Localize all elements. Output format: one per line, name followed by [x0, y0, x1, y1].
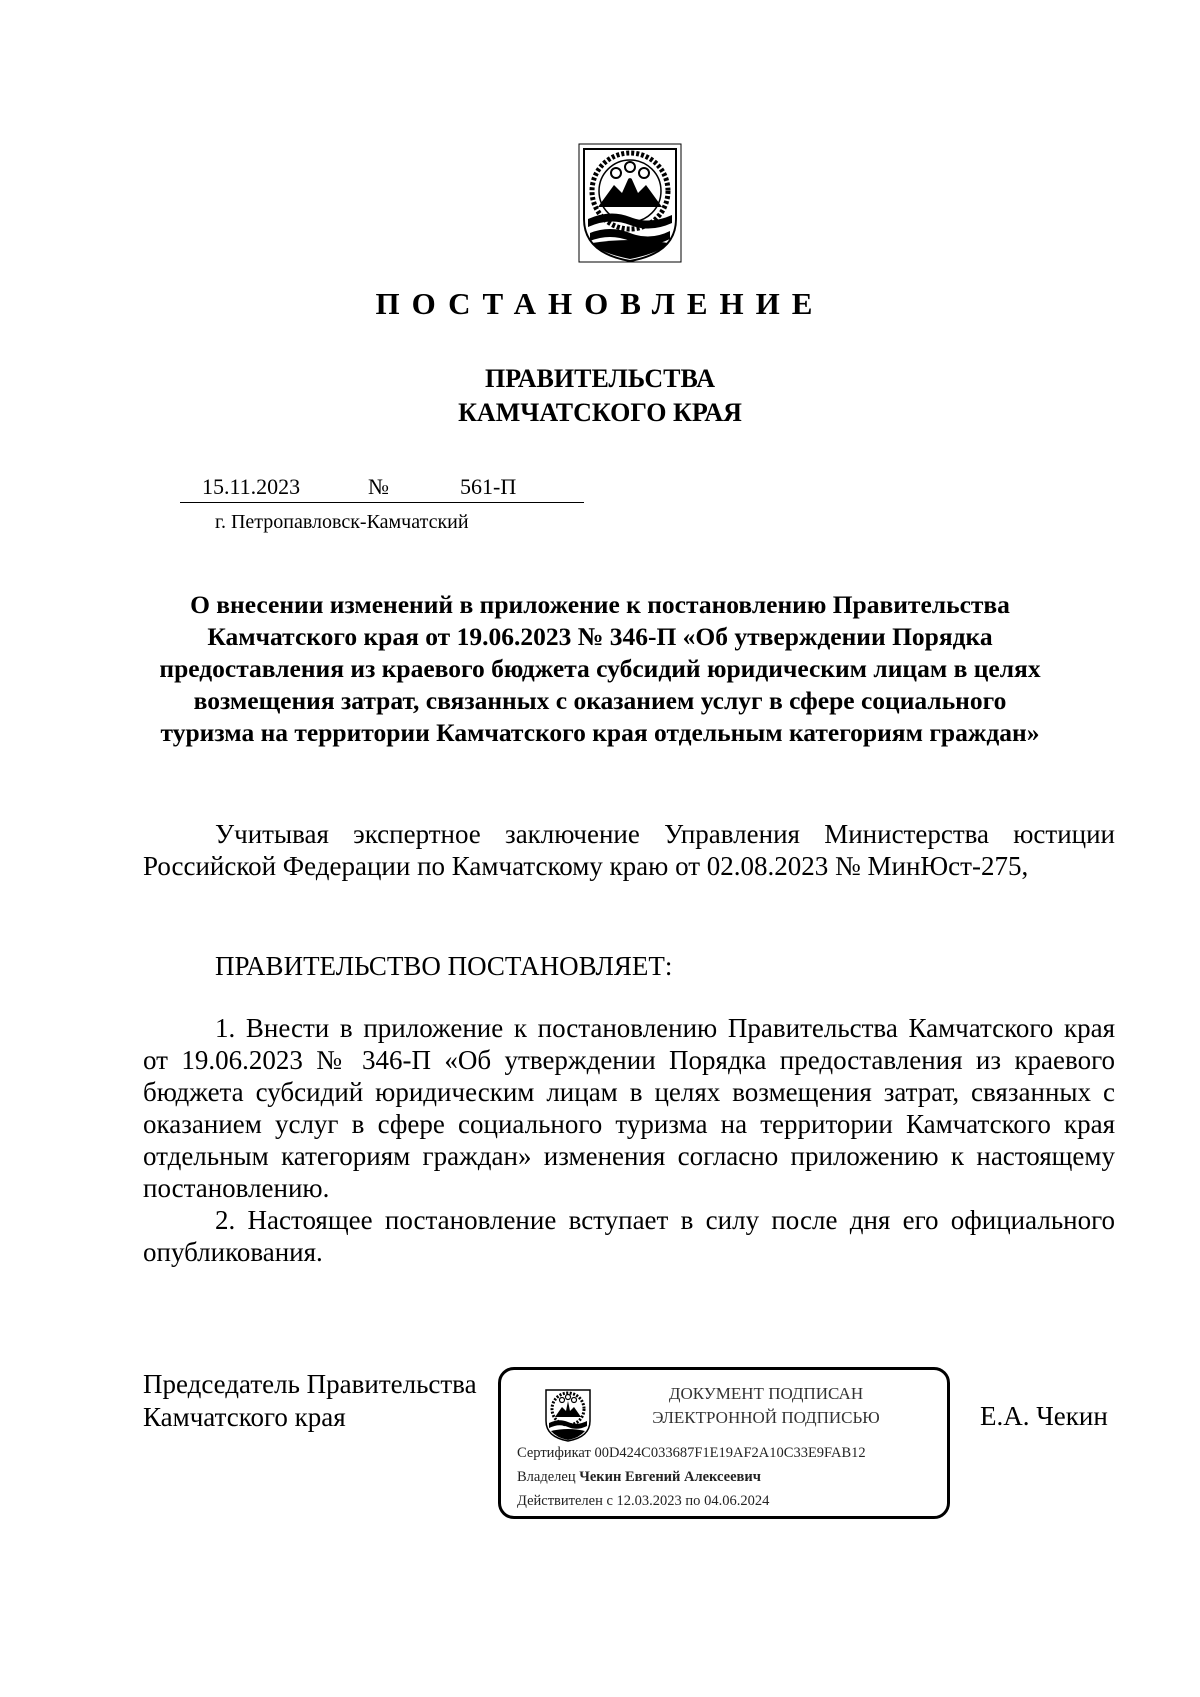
authority-line-2: КАМЧАТСКОГО КРАЯ	[458, 398, 742, 427]
authority-line-1: ПРАВИТЕЛЬСТВА	[485, 364, 715, 393]
owner-label: Владелец	[517, 1469, 576, 1485]
stamp-heading-line-2: ЭЛЕКТРОННОЙ ПОДПИСЬЮ	[652, 1408, 880, 1427]
decree-statement: ПРАВИТЕЛЬСТВО ПОСТАНОВЛЯЕТ:	[215, 951, 673, 981]
stamp-heading	[611, 1382, 921, 1430]
signatory-position-line-1: Председатель Правительства	[143, 1369, 477, 1399]
stamp-heading-line-1: ДОКУМЕНТ ПОДПИСАН	[668, 1384, 864, 1403]
valid-from-prefix: с	[606, 1493, 613, 1509]
document-requisites	[180, 472, 584, 503]
stamp-validity	[517, 1490, 769, 1512]
issuing-authority	[0, 362, 1200, 430]
decree-item-2: 2. Настоящее постановление вступает в силу после дня его официального опубликования.	[143, 1205, 1115, 1267]
document-date: 15.11.2023	[202, 474, 301, 499]
preamble-text: Учитывая экспертное заключение Управления Министерства юстиции Российской Федерации по Камчатскому краю от 02.08.2023 № МинЮст-275,	[143, 819, 1115, 881]
preamble	[143, 818, 1115, 882]
valid-from-date: 12.03.2023	[616, 1493, 682, 1509]
electronic-signature-stamp	[498, 1367, 950, 1519]
decree-item-1: 1. Внести в приложение к постановлению Правительства Камчатского края от 19.06.2023 № 346-П «Об утверждении Порядка предоставления из краевого бюджета субсидий юридическим лицам в целях возмещения затрат, связанных с оказанием услуг в сфере социального туризма на территории Камчатского края отдельным категориям граждан» изменения согласно приложению к настоящему постановлению.	[143, 1013, 1115, 1203]
decree-items	[143, 1012, 1115, 1268]
valid-to-prefix: по	[685, 1493, 701, 1509]
signatory-position-line-2: Камчатского края	[143, 1402, 346, 1432]
owner-value: Чекин Евгений Алексеевич	[579, 1469, 761, 1485]
number-sign: №	[368, 474, 389, 499]
document-title: О внесении изменений в приложение к постановлению Правительства Камчатского края от 19.06.2023 № 346-П «Об утверждении Порядка предоставления из краевого бюджета субсидий юридическим лицам в целях возмещения затрат, связанных с оказанием услуг в сфере социального туризма на территории Камчатского края отдельным категориям граждан»	[159, 590, 1041, 747]
certificate-value: 00D424C033687F1E19AF2A10C33E9FAB12	[594, 1445, 866, 1461]
kamchatka-coat-of-arms-icon	[543, 1387, 593, 1443]
valid-to-date: 04.06.2024	[704, 1493, 770, 1509]
kamchatka-coat-of-arms-icon	[576, 141, 684, 265]
certificate-label: Сертификат	[517, 1445, 591, 1461]
document-type: ПОСТАНОВЛЕНИЕ	[375, 286, 825, 321]
document-number: 561-П	[460, 474, 517, 499]
signatory-name: Е.А. Чекин	[980, 1401, 1108, 1431]
stamp-owner	[517, 1466, 761, 1488]
validity-label: Действителен	[517, 1493, 603, 1509]
stamp-certificate	[517, 1442, 866, 1464]
document-place: г. Петропавловск-Камчатский	[215, 511, 469, 533]
signatory-position	[143, 1368, 477, 1434]
